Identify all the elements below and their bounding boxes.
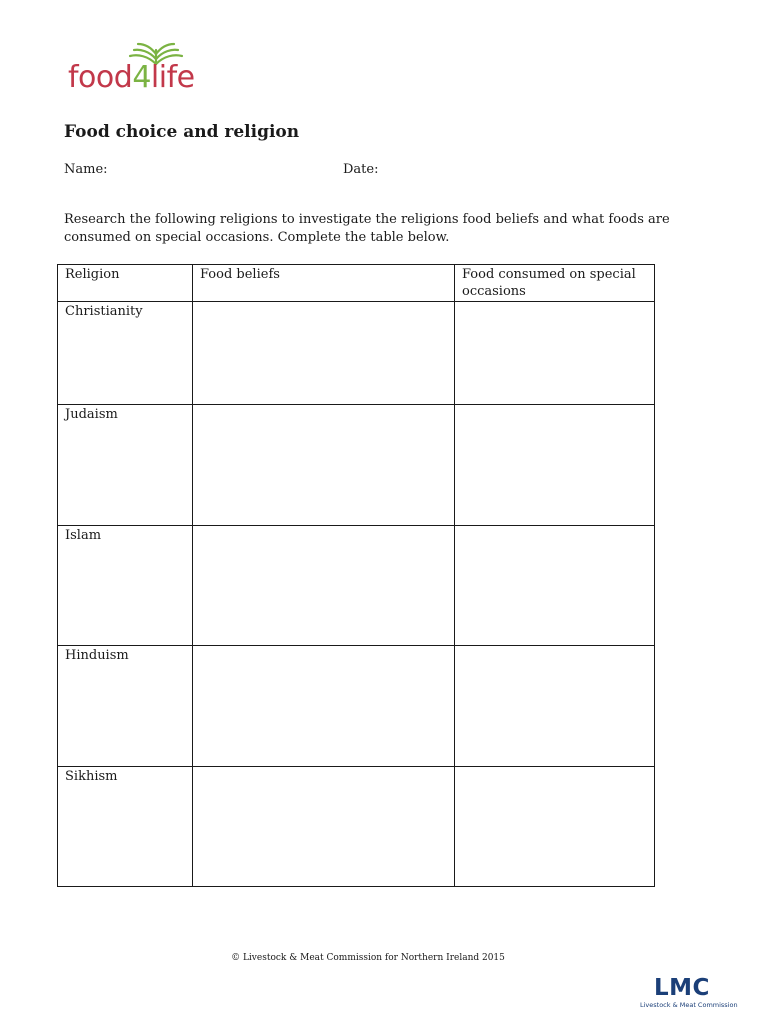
page-title: Food choice and religion bbox=[64, 122, 300, 142]
name-label: Name: bbox=[64, 162, 108, 177]
table-header-row bbox=[58, 265, 655, 302]
food-beliefs-cell[interactable] bbox=[193, 646, 455, 767]
logo-life-text: life bbox=[150, 60, 195, 95]
food-beliefs-cell[interactable] bbox=[193, 767, 455, 887]
table-row bbox=[58, 526, 655, 646]
special-occasions-cell[interactable] bbox=[455, 646, 655, 767]
table-row bbox=[58, 302, 655, 405]
table-row bbox=[58, 405, 655, 526]
special-occasions-cell[interactable] bbox=[455, 767, 655, 887]
lmc-logo bbox=[640, 975, 740, 1011]
special-occasions-cell[interactable] bbox=[455, 526, 655, 646]
special-occasions-cell[interactable] bbox=[455, 302, 655, 405]
logo-four-text: 4 bbox=[132, 60, 151, 95]
religion-cell: Sikhism bbox=[58, 767, 193, 887]
lmc-mark-text: LMC bbox=[654, 975, 710, 1001]
food-beliefs-cell[interactable] bbox=[193, 405, 455, 526]
lmc-tagline: Livestock & Meat Commission bbox=[640, 1001, 738, 1009]
header-food-beliefs: Food beliefs bbox=[193, 265, 455, 302]
religion-cell: Christianity bbox=[58, 302, 193, 405]
food-beliefs-cell[interactable] bbox=[193, 302, 455, 405]
copyright-footer: © Livestock & Meat Commission for Northern Ireland 2015 bbox=[231, 953, 505, 963]
header-religion: Religion bbox=[58, 265, 193, 302]
religion-cell: Islam bbox=[58, 526, 193, 646]
instructions-text: Research the following religions to investigate the religions food beliefs and what foods are consumed on special occasions. Complete the table below. bbox=[64, 212, 670, 245]
logo-food-text: food bbox=[68, 60, 133, 95]
food-beliefs-cell[interactable] bbox=[193, 526, 455, 646]
date-label: Date: bbox=[343, 162, 379, 177]
food4life-logo bbox=[68, 38, 228, 98]
table-row bbox=[58, 646, 655, 767]
table-row bbox=[58, 767, 655, 887]
religion-cell: Hinduism bbox=[58, 646, 193, 767]
special-occasions-cell[interactable] bbox=[455, 405, 655, 526]
logo-wordmark bbox=[68, 60, 195, 96]
religion-table bbox=[57, 264, 655, 887]
header-special-occasions: Food consumed on special occasions bbox=[455, 265, 655, 302]
religion-cell: Judaism bbox=[58, 405, 193, 526]
